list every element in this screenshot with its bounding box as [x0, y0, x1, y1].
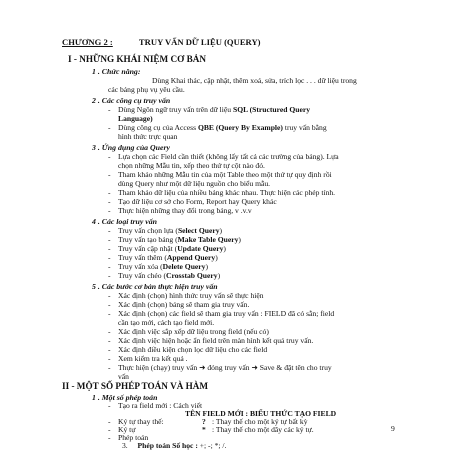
item-bold: Append Query [166, 253, 216, 262]
step-item: Xác định việc sắp xếp dữ liệu trong field (nếu có) [118, 327, 269, 336]
bullet: - [108, 152, 111, 161]
item-pre: Truy vấn chọn lựa ( [118, 226, 178, 235]
bullet: - [108, 345, 111, 354]
bullet: - [108, 354, 111, 363]
step-item-continuation: vấn [118, 372, 129, 381]
wildcard-item: Ký tự thay thế: [118, 417, 164, 426]
arrow-right-icon: ➜ [251, 363, 258, 372]
step-item: Xem kiểm tra kết quả . [118, 354, 188, 363]
operator-list: +; -; *; /. [199, 441, 227, 450]
query-type-item [118, 262, 208, 271]
paragraph-line: Dùng Khai thác, cập nhật, thêm xoá, sửa, trích lọc . . . dữ liệu trong [152, 76, 357, 85]
wildcard-item: Ký tự [118, 425, 136, 434]
subsection-ii-1-heading: 1 . Một số phép toán [92, 393, 158, 402]
item-bold: Select Query [177, 226, 220, 235]
step-item: Xác định (chọn) hình thức truy vấn sẽ thực hiện [118, 291, 264, 300]
chapter-number: CHƯƠNG 2 : [62, 37, 113, 47]
list-item: Tạo dữ liệu cơ sở cho Form, Report hay Query khác [118, 197, 277, 206]
query-type-item [118, 226, 222, 235]
bullet: - [108, 170, 111, 179]
item-pre: Truy vấn cập nhật ( [118, 244, 178, 253]
step-item [118, 363, 332, 372]
subsection-5-heading: 5 . Các bước cơ bản thực hiện truy vấn [92, 282, 218, 291]
section-2-heading: II - MỘT SỐ PHÉP TOÁN VÀ HÀM [62, 381, 209, 391]
wildcard-desc: : Thay thế cho một ký tự bất kỳ [212, 417, 308, 426]
item-post: ) [223, 244, 226, 253]
step-item: Xác định (chọn) bảng sẽ tham gia truy vấn. [118, 300, 250, 309]
item-bold: Delete Query [162, 262, 206, 271]
list-item-continuation: chọn những Mẫu tin, xếp theo thứ tự cột nào đó. [118, 161, 265, 170]
bullet: - [108, 244, 111, 253]
bullet: - [108, 197, 111, 206]
bullet: - [108, 206, 111, 215]
list-item [118, 105, 310, 114]
step-text: đóng truy vấn [207, 363, 250, 372]
bullet: - [108, 123, 111, 132]
bullet: - [108, 336, 111, 345]
query-type-item [118, 271, 220, 280]
query-type-item [118, 244, 226, 253]
list-item [118, 123, 327, 132]
item-pre: Truy vấn chéo ( [118, 271, 167, 280]
bullet: - [108, 253, 111, 262]
step-item: Xác định việc hiện hoặc ẩn field trên màn hình kết quả truy vấn. [118, 336, 314, 345]
bullet: - [108, 226, 111, 235]
step-item: Xác định điều kiện chọn lọc dữ liệu cho các field [118, 345, 268, 354]
list-item: Tham khảo dữ liệu của nhiều bảng khác nhau. Thực hiện các phép tính. [118, 188, 336, 197]
paragraph-line: các bảng phụ vụ yêu cầu. [108, 85, 185, 94]
subsection-4-heading: 4 . Các loại truy vấn [92, 217, 157, 226]
list-item-text: Dùng công cụ của Access [118, 123, 197, 132]
subsection-2-heading: 2 . Các công cụ truy vấn [92, 96, 171, 105]
operator-number: 3. [122, 441, 128, 450]
bullet: - [108, 417, 111, 426]
bullet: - [108, 401, 111, 410]
bullet: - [108, 425, 111, 434]
item-post: ) [215, 253, 218, 262]
list-item: Tham khảo những Mẫu tin của một Table theo một thứ tự quy định rồi [118, 170, 332, 179]
operator-label: Phép toán Số học : [137, 441, 198, 450]
query-type-item [118, 235, 241, 244]
step-item: Xác định (chọn) các field sẽ tham gia truy vấn : FIELD đã có sẵn; field [118, 309, 335, 318]
arrow-right-icon: ➜ [199, 363, 206, 372]
list-item-bold: SQL (Structured Query [232, 105, 311, 114]
item-post: ) [205, 262, 208, 271]
list-item-continuation: Language) [118, 114, 153, 123]
wildcard-symbol: ? [202, 417, 206, 426]
page-number: 9 [391, 424, 395, 433]
item-post: ) [238, 235, 241, 244]
subsection-3-heading: 3 . Ứng dụng của Query [92, 143, 170, 152]
list-item-continuation: hình thức trực quan [118, 132, 178, 141]
step-text: Save & đặt tên cho truy [259, 363, 332, 372]
list-item-continuation: dùng Query như một dữ liệu nguồn cho biểu mẫu. [118, 179, 271, 188]
list-item-bold: QBE (Query By Example) [197, 123, 283, 132]
operator-item [122, 441, 226, 450]
bullet: - [108, 309, 111, 318]
item-pre: Truy vấn tạo bảng ( [118, 235, 178, 244]
query-type-item [118, 253, 218, 262]
wildcard-desc: : Thay thế cho một dãy các ký tự. [212, 425, 314, 434]
item-post: ) [219, 226, 223, 235]
bullet: - [108, 235, 111, 244]
bullet: - [108, 327, 111, 336]
chapter-title [62, 38, 261, 47]
list-item: Tạo ra field mới : Cách viết [118, 401, 203, 410]
list-item-text: truy vấn bằng [284, 123, 327, 132]
wildcard-symbol: * [202, 425, 206, 434]
item-bold: Crosstab Query [166, 271, 218, 280]
step-text: Thực hiện (chạy) truy vấn [118, 363, 198, 372]
chapter-name: TRUY VẤN DỮ LIỆU (QUERY) [138, 37, 261, 47]
list-item: Phép toán [118, 433, 149, 442]
item-post: ) [217, 271, 221, 280]
list-item: Lựa chọn các Field cần thiết (không lấy tất cả các trường của bảng). Lựa [118, 152, 339, 161]
bullet: - [108, 271, 111, 280]
step-item-continuation: cần tạo mới, cách tạo field mới. [118, 318, 215, 327]
bullet: - [108, 300, 111, 309]
item-pre: Truy vấn thêm ( [118, 253, 167, 262]
item-pre: Truy vấn xóa ( [118, 262, 163, 271]
bullet: - [108, 262, 111, 271]
subsection-1-heading: 1 . Chức năng: [92, 67, 141, 76]
bullet: - [108, 433, 111, 442]
item-bold: Make Table Query [177, 235, 239, 244]
bullet: - [108, 105, 111, 114]
field-formula: TÊN FIELD MỚI : BIỂU THỨC TẠO FIELD [185, 409, 337, 418]
item-bold: Update Query [177, 244, 224, 253]
bullet: - [108, 188, 111, 197]
list-item: Thực hiện những thay đổi trong bảng, v .v.v [118, 206, 252, 215]
section-1-heading: I - NHỮNG KHÁI NIỆM CƠ BẢN [68, 54, 206, 64]
list-item-text: Dùng Ngôn ngữ truy vấn trên dữ liệu [118, 105, 232, 114]
bullet: - [108, 291, 111, 300]
bullet: - [108, 363, 111, 372]
